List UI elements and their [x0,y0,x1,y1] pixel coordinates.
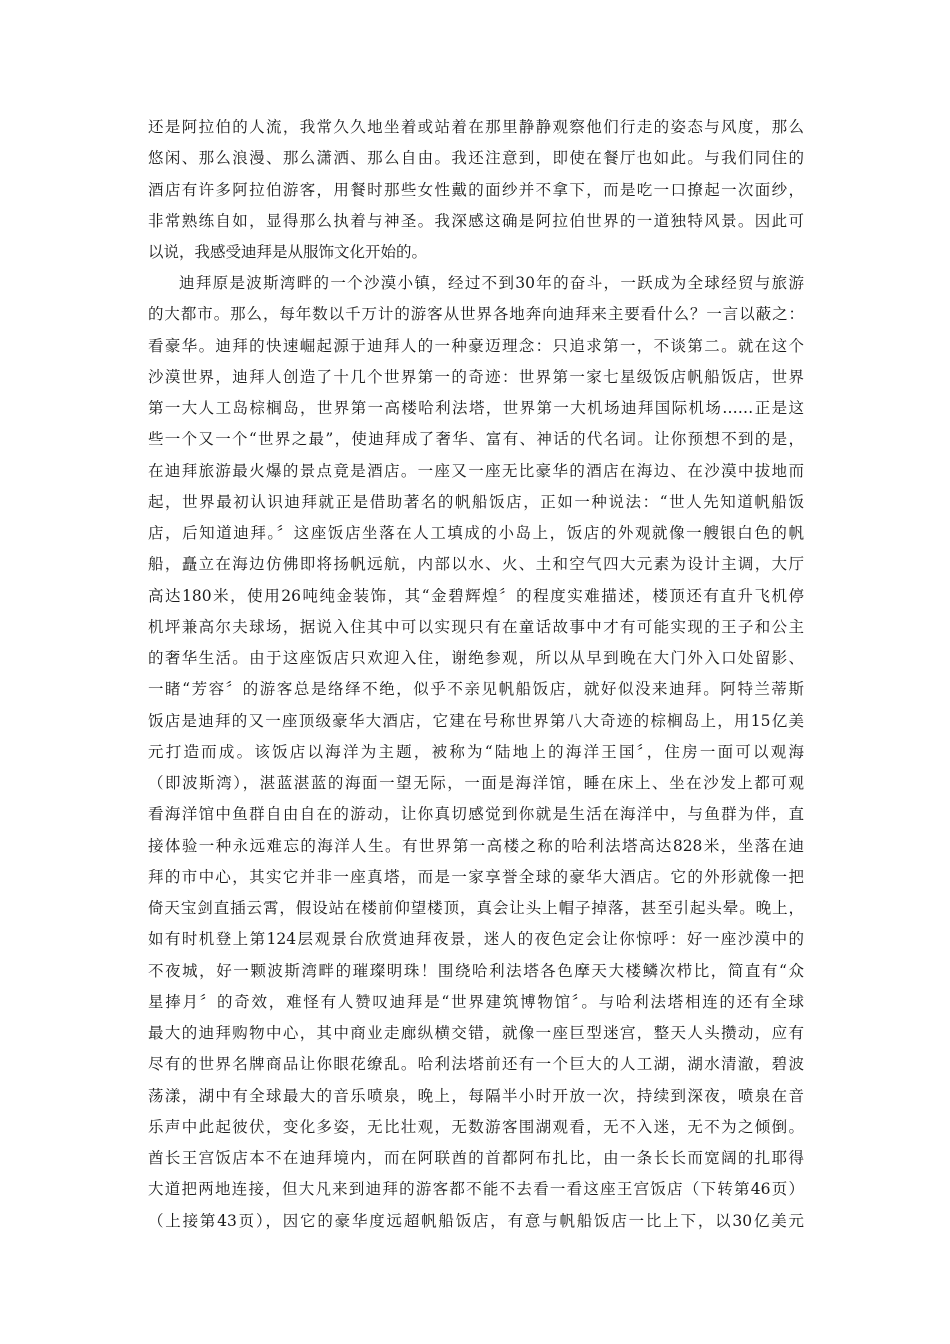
paragraph-line: 非常熟练自如，显得那么执着与神圣。我深感这确是阿拉伯世界的一道独特风景。因此可 [148,211,804,230]
paragraph-line: 接体验一种永远难忘的海洋人生。有世界第一高楼之称的哈利法塔高达828米，坐落在迪 [148,836,804,855]
paragraph-2 [148,268,804,1237]
paragraph-line: 酒店有许多阿拉伯游客，用餐时那些女性戴的面纱并不拿下，而是吃一口撩起一次面纱， [148,180,804,199]
paragraph-line: 沙漠世界，迪拜人创造了十几个世界第一的奇迹：世界第一家七星级饭店帆船饭店，世界 [148,367,804,386]
paragraph-line: 如有时机登上第124层观景台欣赏迪拜夜景，迷人的夜色定会让你惊呼：好一座沙漠中的 [148,930,804,949]
paragraph-line: 的大都市。那么，每年数以千万计的游客从世界各地奔向迪拜来主要看什么？一言以蔽之： [148,305,804,324]
paragraph-line: 大道把两地连接，但大凡来到迪拜的游客都不能不去看一看这座王宫饭店（下转第46页） [148,1180,804,1199]
paragraph-line: （即波斯湾），湛蓝湛蓝的海面一望无际，一面是海洋馆，睡在床上、坐在沙发上都可观 [148,774,804,792]
paragraph-line: 乐声中此起彼伏，变化多姿，无比壮观，无数游客围湖观看，无不入迷，无不为之倾倒。 [148,1117,804,1136]
paragraph-line: 饭店是迪拜的又一座顶级豪华大酒店，它建在号称世界第八大奇迹的棕榈岛上，用15亿美 [148,711,804,730]
paragraph-line: 拜的市中心，其实它并非一座真塔，而是一家享誉全球的豪华大酒店。它的外形就像一把 [148,867,804,886]
paragraph-line: 高达180米，使用26吨纯金装饰，其“金碧辉煌〞的程度实难描述，楼顶还有直升飞机停 [148,586,804,605]
paragraph-line: 一睹“芳容〞的游客总是络绎不绝，似乎不亲见帆船饭店，就好似没来迪拜。阿特兰蒂斯 [148,680,804,699]
paragraph-line: 店，后知道迪拜。〞这座饭店坐落在人工填成的小岛上，饭店的外观就像一艘银白色的帆 [148,524,804,542]
paragraph-line: 船，矗立在海边仿佛即将扬帆远航，内部以水、火、土和空气四大元素为设计主调，大厅 [148,555,804,574]
paragraph-line: 荡漾，湖中有全球最大的音乐喷泉，晚上，每隔半小时开放一次，持续到深夜，喷泉在音 [148,1086,804,1105]
paragraph-line: 元打造而成。该饭店以海洋为主题，被称为“陆地上的海洋王国〞，住房一面可以观海 [148,742,804,761]
paragraph-line: 在迪拜旅游最火爆的景点竟是酒店。一座又一座无比豪华的酒店在海边、在沙漠中拔地而 [148,461,804,480]
paragraph-line: 以说，我感受迪拜是从服饰文化开始的。 [148,243,428,261]
paragraph-line: 机坪兼高尔夫球场，据说入住其中可以实现只有在童话故事中才有可能实现的王子和公主 [148,617,804,636]
paragraph-line: 星捧月〞的奇效，难怪有人赞叹迪拜是“世界建筑博物馆〞。与哈利法塔相连的还有全球 [148,992,804,1011]
paragraph-line: 第一大人工岛棕榈岛，世界第一高楼哈利法塔，世界第一大机场迪拜国际机场……正是这 [148,399,804,417]
paragraph-line: 不夜城，好一颗波斯湾畔的璀璨明珠！围绕哈利法塔各色摩天大楼鳞次栉比，简直有“众 [148,961,804,980]
paragraph-line: 的奢华生活。由于这座饭店只欢迎入住，谢绝参观，所以从早到晚在大门外入口处留影、 [148,649,804,667]
paragraph-line: （上接第43页），因它的豪华度远超帆船饭店，有意与帆船饭店一比上下，以30亿美元 [148,1211,804,1230]
paragraph-line: 迪拜原是波斯湾畔的一个沙漠小镇，经过不到30年的奋斗，一跃成为全球经贸与旅游 [179,274,804,292]
paragraph-line: 悠闲、那么浪漫、那么潇洒、那么自由。我还注意到，即使在餐厅也如此。与我们同住的 [148,149,804,168]
paragraph-line: 倚天宝剑直插云霄，假设站在楼前仰望楼顶，真会让头上帽子掉落，甚至引起头晕。晚上， [148,899,804,917]
paragraph-line: 起，世界最初认识迪拜就正是借助著名的帆船饭店，正如一种说法：“世人先知道帆船饭 [148,492,804,511]
paragraph-line: 尽有的世界名牌商品让你眼花缭乱。哈利法塔前还有一个巨大的人工湖，湖水清澈，碧波 [148,1055,804,1074]
paragraph-line: 还是阿拉伯的人流，我常久久地坐着或站着在那里静静观察他们行走的姿态与风度，那么 [148,118,804,136]
paragraph-line: 最大的迪拜购物中心，其中商业走廊纵横交错，就像一座巨型迷宫，整天人头攒动，应有 [148,1024,804,1042]
paragraph-1 [148,112,804,268]
paragraph-line: 看海洋馆中鱼群自由自在的游动，让你真切感觉到你就是生活在海洋中，与鱼群为伴，直 [148,805,804,824]
paragraph-line: 酋长王宫饭店本不在迪拜境内，而在阿联酋的首都阿布扎比，由一条长长而宽阔的扎耶得 [148,1149,804,1167]
paragraph-line: 些一个又一个“世界之最”，使迪拜成了奢华、富有、神话的代名词。让你预想不到的是， [148,430,804,449]
paragraph-line: 看豪华。迪拜的快速崛起源于迪拜人的一种豪迈理念：只追求第一，不谈第二。就在这个 [148,336,804,355]
